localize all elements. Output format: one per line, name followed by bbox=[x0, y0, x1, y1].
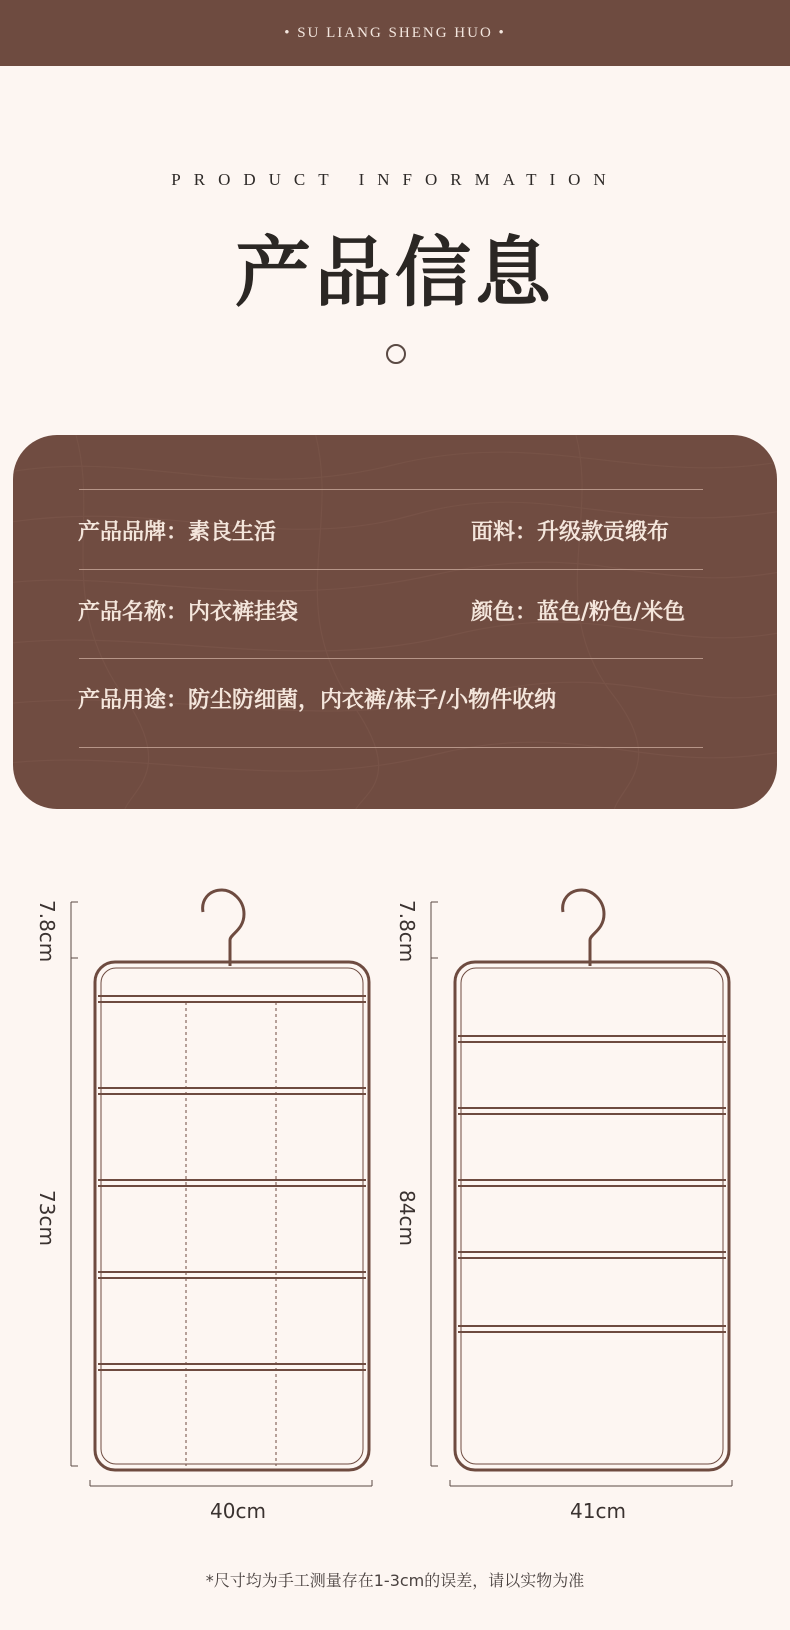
info-usage: 产品用途：防尘防细菌，内衣裤/袜子/小物件收纳 bbox=[78, 687, 557, 713]
measurement-footnote: *尺寸均为手工测量存在1-3cm的误差，请以实物为准 bbox=[205, 1571, 585, 1590]
section-eyebrow: PRODUCT INFORMATION bbox=[171, 170, 619, 189]
product-info-card bbox=[13, 435, 777, 809]
info-name: 产品名称：内衣裤挂袋 bbox=[78, 599, 299, 625]
left-hook-height: 7.8cm bbox=[35, 900, 59, 963]
size-diagrams bbox=[0, 870, 790, 1530]
divider-line bbox=[79, 747, 703, 748]
right-bag-diagram bbox=[395, 890, 732, 1523]
bag-outline bbox=[455, 962, 729, 1470]
info-color: 颜色：蓝色/粉色/米色 bbox=[471, 599, 686, 625]
bag-outline bbox=[95, 962, 369, 1470]
page-title: 产品信息 bbox=[235, 228, 555, 317]
divider-line bbox=[79, 569, 703, 570]
divider-line bbox=[79, 489, 703, 490]
circle-decoration-icon bbox=[386, 344, 406, 364]
left-body-height: 73cm bbox=[35, 1190, 59, 1246]
hanger-hook-icon bbox=[563, 890, 604, 966]
info-material: 面料：升级款贡缎布 bbox=[471, 519, 670, 545]
divider-line bbox=[79, 658, 703, 659]
left-width: 40cm bbox=[210, 1499, 266, 1523]
right-width: 41cm bbox=[570, 1499, 626, 1523]
right-body-height: 84cm bbox=[395, 1190, 419, 1246]
left-bag-diagram bbox=[35, 890, 372, 1523]
brand-banner bbox=[0, 0, 790, 66]
right-hook-height: 7.8cm bbox=[395, 900, 419, 963]
info-brand: 产品品牌：素良生活 bbox=[78, 519, 277, 545]
brand-banner-text: • SU LIANG SHENG HUO • bbox=[284, 24, 506, 41]
hanger-hook-icon bbox=[203, 890, 244, 966]
